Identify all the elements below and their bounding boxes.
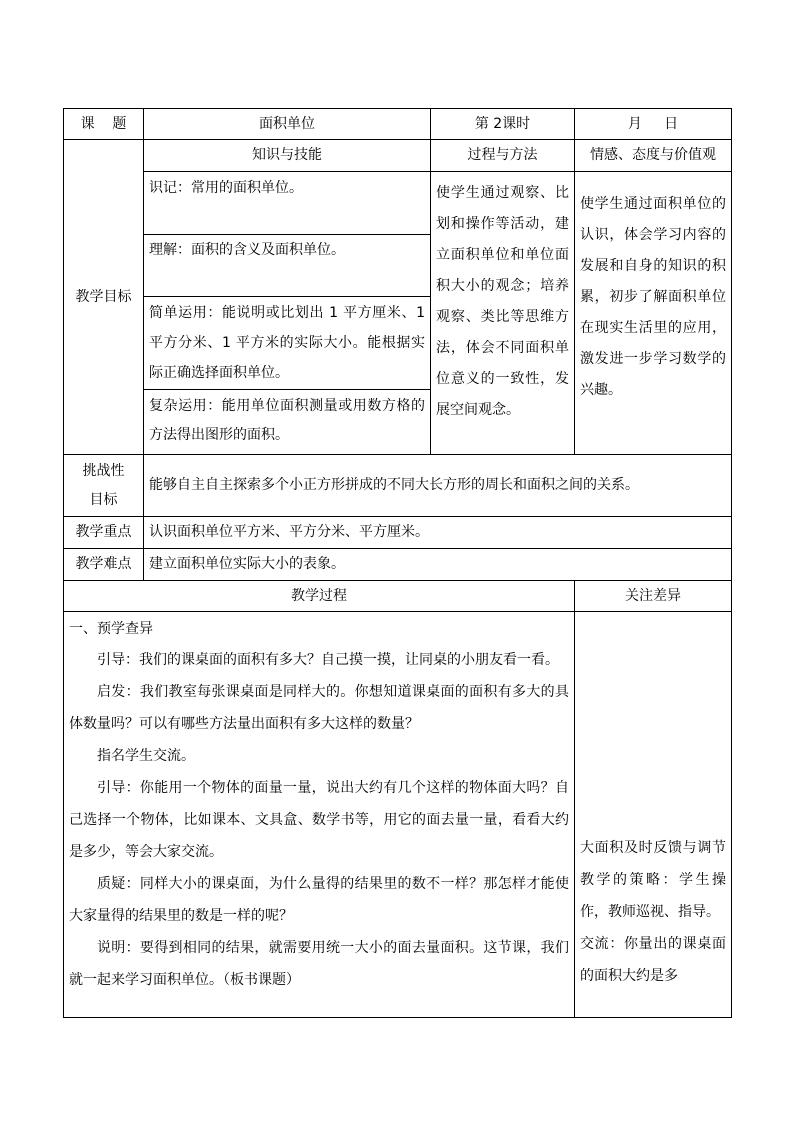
goal-understand: 理解：面积的含义及面积单位。: [144, 235, 431, 297]
diff-exchange-note: 交流：你量出的课桌面的面积大约是多: [580, 936, 726, 984]
process-paragraph: 质疑：同样大小的课桌面，为什么量得的结果里的数不一样？那怎样才能使大家量得的结果里的数是一样的呢？: [69, 876, 569, 924]
process-paragraph: 说明：要得到相同的结果，就需要用统一大小的面去量面积。这节课，我们就一起来学习面积单位。（板书课题）: [69, 940, 569, 988]
process-paragraph: 启发：我们教室每张课桌面是同样大的。你想知道课桌面的面积有多大的具体数量吗？可以有哪些方法量出面积有多大这样的数量？: [69, 684, 569, 732]
col-process-methods: 过程与方法: [431, 140, 575, 172]
goal-process: 使学生通过观察、比划和操作等活动，建立面积单位和单位面积大小的观念；培养观察、类比等思维方法，体会不同面积单位意义的一致性，发展空间观念。: [431, 172, 575, 455]
process-paragraph: 指名学生交流。: [97, 748, 195, 764]
goal-simple-apply: 简单运用：能说明或比划出 1 平方厘米、1 平方分米、1 平方米的实际大小。能根据实际正确选择面积单位。: [144, 297, 431, 390]
process-body-row: [64, 612, 732, 1018]
key-point-row: [64, 517, 732, 549]
challenge-text: 能够自主自主探索多个小正方形拼成的不同大长方形的周长和面积之间的关系。: [144, 455, 732, 517]
header-row: [64, 109, 732, 140]
topic-label: 课 题: [64, 109, 144, 140]
key-point-label: 教学重点: [64, 517, 144, 549]
difficulty-label: 教学难点: [64, 549, 144, 581]
goals-label: 教学目标: [64, 140, 144, 455]
goal-attitude: 使学生通过面积单位的认识，体会学习内容的发展和自身的知识的积累，初步了解面积单位在现实生活里的应用，激发进一步学习数学的兴趣。: [575, 172, 732, 455]
col-focus-differences: 关注差异: [575, 581, 732, 612]
difficulty-text: 建立面积单位实际大小的表象。: [144, 549, 732, 581]
goals-header-row: [64, 140, 732, 172]
goal-recall: 识记：常用的面积单位。: [144, 172, 431, 235]
focus-differences-content: [575, 612, 732, 1018]
goal-recall-row: [64, 172, 732, 235]
goal-complex-apply: 复杂运用：能用单位面积测量或用数方格的方法得出图形的面积。: [144, 390, 431, 455]
challenge-row: [64, 455, 732, 517]
challenge-label: [64, 455, 144, 517]
lesson-number: 第 2课时: [431, 109, 575, 140]
col-attitude-values: 情感、态度与价值观: [575, 140, 732, 172]
process-paragraph: 引导：你能用一个物体的面量一量，说出大约有几个这样的物体面大吗？自己选择一个物体，比如课本、文具盒、数学书等，用它的面去量一量，看看大约是多少，等会大家交流。: [69, 780, 569, 860]
section-heading: 一、预学查异: [69, 621, 153, 637]
teaching-process-content: [64, 612, 575, 1018]
process-paragraph: 引导：我们的课桌面的面积有多大？自己摸一摸，让同桌的小朋友看一看。: [97, 652, 559, 668]
date-field: 月 日: [575, 109, 732, 140]
col-teaching-process: 教学过程: [64, 581, 575, 612]
process-header-row: [64, 581, 732, 612]
col-knowledge-skills: 知识与技能: [144, 140, 431, 172]
topic-value: 面积单位: [144, 109, 431, 140]
key-point-text: 认识面积单位平方米、平方分米、平方厘米。: [144, 517, 732, 549]
challenge-label-text: 挑战性目标: [82, 462, 125, 508]
diff-strategy-note: 大面积及时反馈与调节教学的策略：学生操作，教师巡视、指导。: [580, 840, 726, 920]
difficulty-row: [64, 549, 732, 581]
lesson-plan-table: [63, 108, 732, 1018]
